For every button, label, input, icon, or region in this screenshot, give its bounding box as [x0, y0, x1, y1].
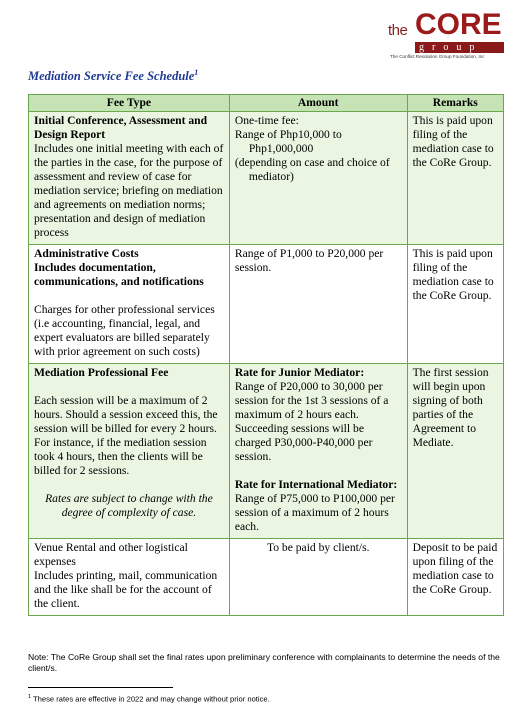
junior-rate-description: Range of P20,000 to 30,000 per session for the 1st 3 sessions of a maximum of 2 hours each. Succeeding sessions will be charged P30,000-P40,000 per session. — [234, 380, 389, 463]
logo-tagline: The Conflict Resolution Group Foundation, Inc — [390, 54, 485, 59]
amount-line: Php1,000,000 — [248, 142, 314, 155]
header-fee-type: Fee Type — [29, 95, 230, 112]
remarks-cell: The first session will begin upon signing of both parties of the Agreement to Mediate. — [407, 364, 503, 539]
amount-line: (depending on case and choice of — [234, 156, 390, 169]
table-row — [29, 364, 504, 539]
amount-cell: Range of P1,000 to P20,000 per session. — [229, 245, 407, 364]
fee-title: Mediation Professional Fee — [34, 366, 169, 379]
amount-cell — [229, 112, 407, 245]
page-title-text: Mediation Service Fee Schedule — [28, 69, 195, 84]
remarks-cell: Deposit to be paid upon filing of the mediation case to the CoRe Group. — [407, 539, 503, 616]
table-row — [29, 112, 504, 245]
fee-description: Each session will be a maximum of 2 hours. Should a session exceed this, the session will be billed for every 2 hours. For instance, if the mediation session took 4 hours, then the clients will be billed for 2 sessions. — [34, 394, 218, 477]
fee-title: Administrative Costs — [34, 247, 139, 260]
table-row — [29, 245, 504, 364]
international-rate-description: Range of P75,000 to P100,000 per session of a maximum of 2 hours each. — [234, 492, 395, 533]
logo-group-bar: group — [415, 42, 504, 53]
note-text: Note: The CoRe Group shall set the final rates upon preliminary conference with complainants to determine the needs of the client/s. — [28, 652, 500, 673]
logo-core: CORE — [415, 8, 502, 41]
logo-the: the — [388, 22, 408, 39]
core-group-logo — [388, 8, 506, 60]
table-row — [29, 539, 504, 616]
remarks-cell: This is paid upon filing of the mediation case to the CoRe Group. — [407, 245, 503, 364]
footnote — [28, 694, 270, 704]
amount-line: Range of Php10,000 to — [234, 128, 342, 141]
footnote-number: 1 — [28, 694, 32, 700]
footnote-divider — [28, 687, 173, 688]
fee-description: Venue Rental and other logistical expenses — [34, 541, 188, 568]
fee-description-2: Includes printing, mail, communication and the like shall be for the account of the client. — [34, 569, 218, 610]
remarks-cell: This is paid upon filing of the mediation case to the CoRe Group. — [407, 112, 503, 245]
fee-type-cell — [29, 364, 230, 539]
footnote-ref: 1 — [194, 68, 199, 77]
fee-note: Rates are subject to change with the degree of complexity of case. — [45, 492, 213, 519]
amount-line: mediator) — [248, 170, 294, 183]
fee-type-cell — [29, 112, 230, 245]
page-title — [28, 68, 198, 84]
fee-description: Charges for other professional services (i.e accounting, financial, legal, and expert evaluators are billed separately with prior agreement on such costs) — [34, 303, 215, 358]
amount-line: One-time fee: — [234, 114, 299, 127]
international-rate-title: Rate for International Mediator: — [234, 478, 398, 491]
fee-subtitle: Includes documentation, communications, and notifications — [34, 261, 204, 288]
fee-description: Includes one initial meeting with each of the parties in the case, for the purpose of assessment and review of case for mediation service; briefing on mediation and agreements on mediation norms; presentation and design of mediation process — [34, 142, 224, 239]
fee-title: Initial Conference, Assessment and Design Report — [34, 114, 208, 141]
amount-cell — [229, 364, 407, 539]
fee-type-cell — [29, 539, 230, 616]
footnote-text: These rates are effective in 2022 and may change without prior notice. — [33, 694, 270, 704]
fee-type-cell — [29, 245, 230, 364]
table-header-row — [29, 95, 504, 112]
header-remarks: Remarks — [407, 95, 503, 112]
amount-cell: To be paid by client/s. — [229, 539, 407, 616]
header-amount: Amount — [229, 95, 407, 112]
fee-schedule-table — [28, 94, 504, 616]
junior-rate-title: Rate for Junior Mediator: — [234, 366, 365, 379]
